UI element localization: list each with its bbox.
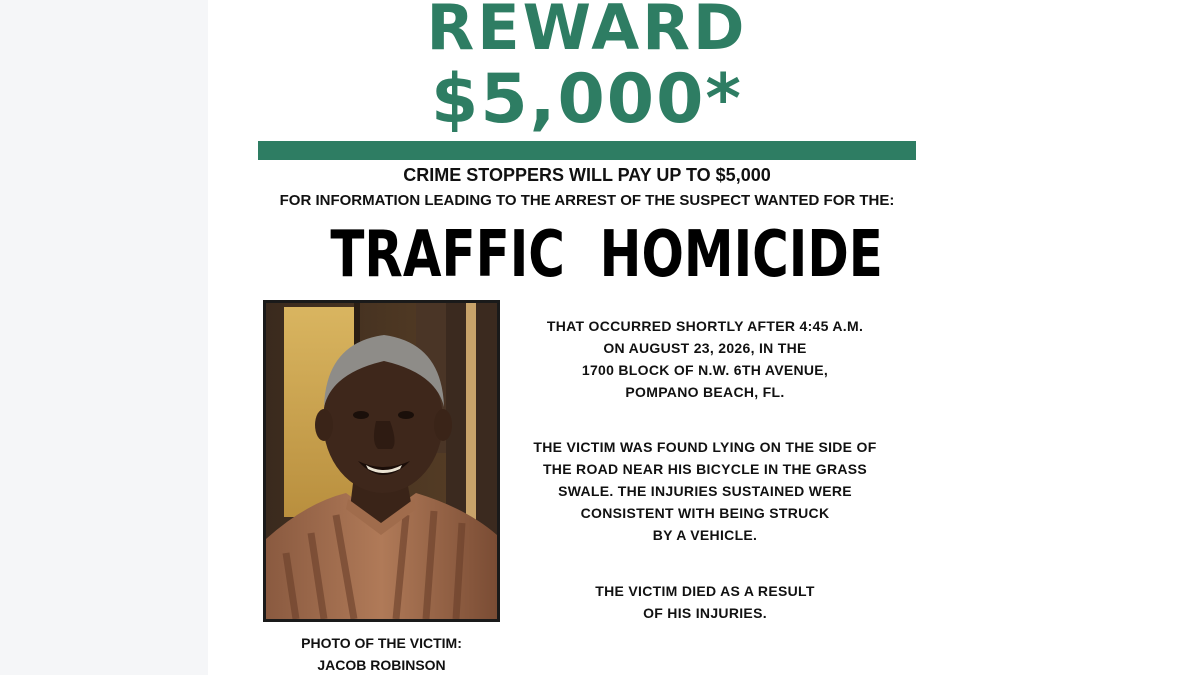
portrait-photo-icon — [266, 303, 497, 619]
photo-caption — [263, 632, 500, 675]
victim-found-line: CONSISTENT WITH BEING STRUCK — [580, 505, 830, 521]
green-divider-bar — [258, 141, 916, 160]
occurred-line: ON AUGUST 23, 2026, IN THE — [603, 340, 807, 356]
info-line: FOR INFORMATION LEADING TO THE ARREST OF THE SUSPECT WANTED FOR THE: — [279, 192, 895, 209]
occurred-line: POMPANO BEACH, FL. — [625, 384, 785, 400]
pay-line: CRIME STOPPERS WILL PAY UP TO $5,000 — [403, 165, 771, 185]
occurred-line: THAT OCCURRED SHORTLY AFTER 4:45 A.M. — [546, 318, 864, 334]
occurred-paragraph — [510, 315, 900, 403]
victim-found-line: BY A VEHICLE. — [652, 527, 758, 543]
occurred-line: 1700 BLOCK OF N.W. 6TH AVENUE, — [581, 362, 829, 378]
victim-found-line: SWALE. THE INJURIES SUSTAINED WERE — [558, 483, 852, 499]
victim-photo — [263, 300, 500, 622]
victim-name: JACOB ROBINSON — [317, 657, 446, 673]
victim-found-line: THE ROAD NEAR HIS BICYCLE IN THE GRASS — [542, 461, 868, 477]
victim-found-paragraph — [510, 436, 900, 546]
crime-title: TRAFFIC HOMICIDE — [330, 218, 883, 292]
reward-amount: $5,000* — [431, 60, 743, 139]
victim-died-paragraph — [510, 580, 900, 624]
victim-died-line: OF HIS INJURIES. — [643, 605, 767, 621]
left-margin-strip — [0, 0, 208, 675]
victim-found-line: THE VICTIM WAS FOUND LYING ON THE SIDE OF — [533, 439, 877, 455]
reward-title: REWARD — [426, 0, 748, 64]
victim-died-line: THE VICTIM DIED AS A RESULT — [595, 583, 815, 599]
photo-caption-line: PHOTO OF THE VICTIM: — [301, 635, 462, 651]
